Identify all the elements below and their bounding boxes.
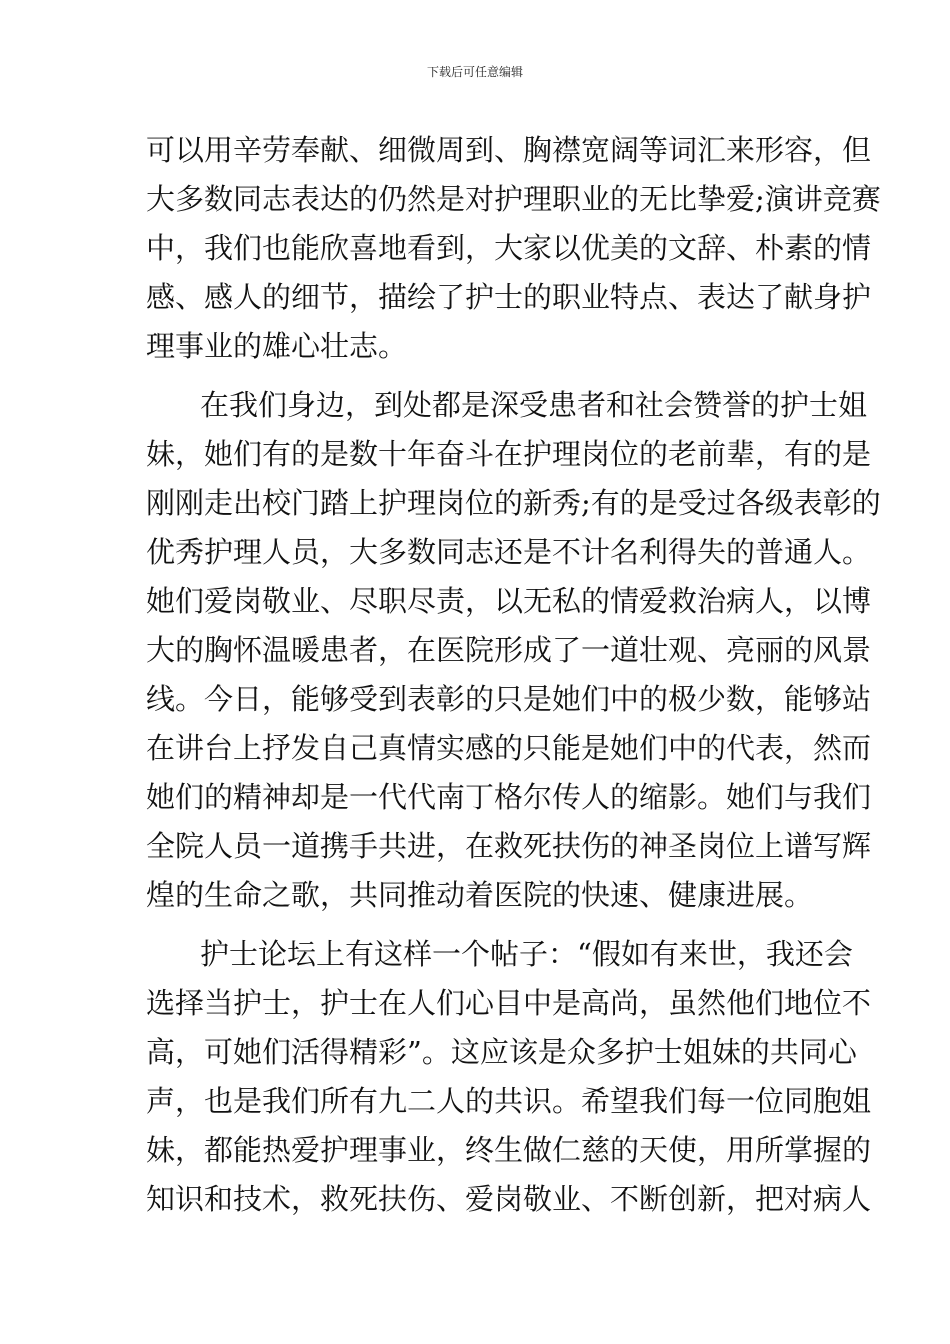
text-line: 护士论坛上有这样一个帖子：“假如有来世，我还会 — [200, 937, 853, 971]
page-header: 下载后可任意编辑 — [426, 65, 523, 79]
text-line: 优秀护理人员，大多数同志还是不计名利得失的普通人。 — [146, 535, 872, 569]
text-line: 在讲台上抒发自己真情实感的只能是她们中的代表，然而 — [146, 731, 872, 765]
text-line: 线。今日，能够受到表彰的只是她们中的极少数，能够站 — [146, 682, 872, 716]
text-line: 大多数同志表达的仍然是对护理职业的无比挚爱;演讲竞赛 — [146, 182, 881, 216]
text-line: 妹，她们有的是数十年奋斗在护理岗位的老前辈，有的是 — [146, 437, 872, 471]
text-line: 知识和技术，救死扶伤、爱岗敬业、不断创新，把对病人 — [146, 1182, 872, 1216]
text-line: 高，可她们活得精彩”。这应该是众多护士姐妹的共同心 — [146, 1035, 857, 1069]
text-line: 她们的精神却是一代代南丁格尔传人的缩影。她们与我们 — [146, 780, 872, 814]
paragraph-3 — [146, 930, 872, 1224]
text-line: 可以用辛劳奉献、细微周到、胸襟宽阔等词汇来形容，但 — [146, 133, 872, 167]
text-line: 刚刚走出校门踏上护理岗位的新秀;有的是受过各级表彰的 — [146, 486, 881, 520]
text-line: 全院人员一道携手共进，在救死扶伤的神圣岗位上谱写辉 — [146, 829, 872, 863]
document-body — [146, 126, 881, 1224]
text-line: 大的胸怀温暖患者，在医院形成了一道壮观、亮丽的风景 — [146, 633, 872, 667]
text-line: 她们爱岗敬业、尽职尽责，以无私的情爱救治病人，以博 — [146, 584, 872, 618]
text-line: 理事业的雄心壮志。 — [146, 329, 408, 363]
text-line: 声，也是我们所有九二人的共识。希望我们每一位同胞姐 — [146, 1084, 872, 1118]
text-line: 感、感人的细节，描绘了护士的职业特点、表达了献身护 — [146, 280, 872, 314]
text-line: 煌的生命之歌，共同推动着医院的快速、健康进展。 — [146, 878, 814, 912]
paragraph-2 — [146, 381, 881, 920]
text-line: 中，我们也能欣喜地看到，大家以优美的文辞、朴素的情 — [146, 231, 872, 265]
text-line: 选择当护士，护士在人们心目中是高尚，虽然他们地位不 — [146, 986, 872, 1020]
text-line: 妹，都能热爱护理事业，终生做仁慈的天使，用所掌握的 — [146, 1133, 872, 1167]
text-line: 在我们身边，到处都是深受患者和社会赞誉的护士姐 — [200, 388, 868, 422]
paragraph-1 — [146, 126, 881, 371]
